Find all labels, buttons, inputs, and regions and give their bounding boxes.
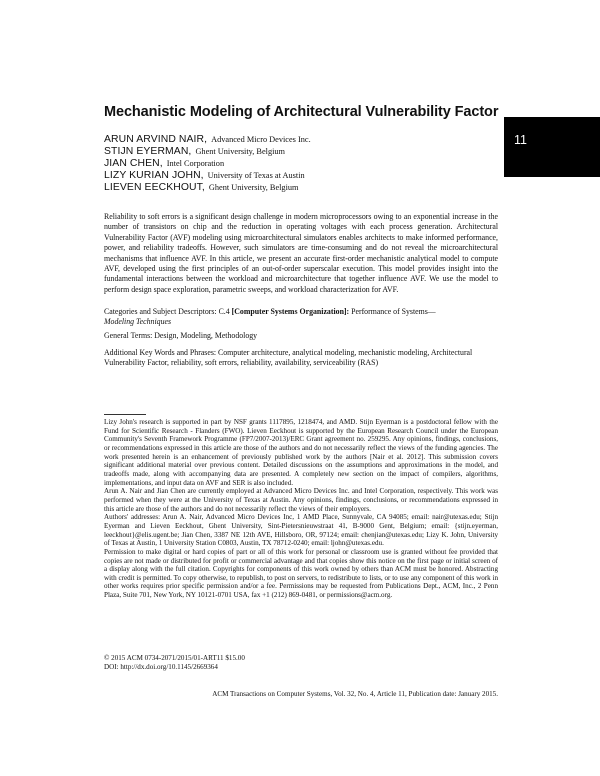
permission-notice: Permission to make digital or hard copies of part or all of this work for personal or classroom use is granted without fee provided that copies are not made or distributed for profit or commercial advantage and that copies show this notice on the first page or initial screen of a display along with the full citation. Copyrights for components of this work owned by others than ACM must be honored. Abstracting with credit is permitted. To copy otherwise, to republish, to post on servers, to redistribute to lists, or to use any component of this work in other works requires prior specific permission and/or a fee. Permissions may be requested from Publications Dept., ACM, Inc., 2 Penn Plaza, Suite 701, New York, NY 10121-0701 USA, fax +1 (212) 869-0481, or permissions@acm.org. [104,547,498,600]
author-affiliation: Intel Corporation [166,159,225,168]
author-line [104,144,484,156]
footnote-divider [104,414,146,415]
author-name: ARUN ARVIND NAIR, [104,134,208,145]
author-line [104,168,484,180]
page-footer: ACM Transactions on Computer Systems, Vol. 32, No. 4, Article 11, Publication date: January 2015. [212,690,498,698]
general-terms: General Terms: Design, Modeling, Methodology [104,331,258,340]
article-number: 11 [514,133,527,147]
ccs-concepts [104,307,498,328]
author-line [104,156,484,168]
ccs-subject: Performance of Systems— [349,307,436,316]
author-name: LIEVEN EECKHOUT, [104,182,205,193]
doi-link[interactable]: DOI: http://dx.doi.org/10.1145/2669364 [104,662,218,671]
ccs-prefix: Categories and Subject Descriptors: C.4 [104,307,232,316]
article-number-tab [504,117,600,177]
author-list [104,132,484,192]
ccs-category: [Computer Systems Organization]: [231,307,350,316]
author-name: STIJN EYERMAN, [104,146,192,157]
author-name: LIZY KURIAN JOHN, [104,170,204,181]
abstract: Reliability to soft errors is a significant design challenge in modern microprocessors owing to an exponential increase in the number of transistors on chip and the reduction in operating voltages with each process generation. Architectural Vulnerability Factor (AVF) modeling using microarchitectural simulators enables architects to make informed performance, power, and reliability tradeoffs. However, such simulators are time-consuming and do not reveal the microarchitectural mechanisms that influence AVF. In this article, we present an accurate first-order mechanistic analytical model to compute AVF, developed using the first principles of an out-of-order superscalar execution. This model provides insight into the fundamental interactions between the workload and microarchitecture that together influence AVF. We use the model to perform design space exploration, parametric sweeps, and workload characterization for AVF. [104,212,498,294]
author-name: JIAN CHEN, [104,158,163,169]
author-affiliation: University of Texas at Austin [207,171,305,180]
copyright-block [104,654,245,671]
footnotes [104,418,498,600]
employment-note: Arun A. Nair and Jian Chen are currently employed at Advanced Micro Devices Inc. and Intel Corporation, respectively. This work was performed when they were at the University of Texas at Austin. Any opinions, findings, conclusions, or recommendations expressed in this article are those of the authors and do not necessarily reflect the views of their employers. [104,487,498,513]
keywords: Additional Key Words and Phrases: Computer architecture, analytical modeling, mechanistic modeling, Architectural Vulnerability Factor, reliability, soft errors, reliability, availability, serviceability (RAS) [104,348,473,368]
authors-addresses: Authors' addresses: Arun A. Nair, Advanced Micro Devices Inc, 1 AMD Place, Sunnyvale, CA 94085; email: nair@utexas.edu; Stijn Eyerman and Lieven Eeckhout, Ghent University, Sint-Pietersnieuwstraat 41, B-9000 Gent, Belgium; email: {stijn.eyerman, leeckhout}@elis.ugent.be; Jian Chen, 3387 NE 12th AVE, Hillsboro, OR, 97124; email: chenjian@utexas.edu; Lizy K. John, University of Texas at Austin, 1 University Station C0803, Austin, TX 78712-0240; email: ljohn@utexas.edu. [104,513,498,548]
ccs-technique: Modeling Techniques [104,317,172,327]
author-affiliation: Advanced Micro Devices Inc. [211,135,311,144]
copyright-line: © 2015 ACM 0734-2071/2015/01-ART11 $15.00 [104,654,245,662]
author-affiliation: Ghent University, Belgium [208,183,299,192]
funding-note: Lizy John's research is supported in part by NSF grants 1117895, 1218474, and AMD. Stijn Eyerman is a postdoctoral fellow with the Fund for Scientific Research - Flanders (FWO). Lieven Eeckhout is supported by the European Research Council under the European Community's Seventh Framework Programme (FP7/2007-2013)/ERC Grant agreement no. 259295. Any opinions, findings, conclusions, or recommendations expressed in this article are those of the authors and do not necessarily reflect the views of the funding agencies. The work presented herein is an enhancement of previously published work by the authors [Nair et al. 2012]. This submission covers significant additional material over previous content. Detailed discussions on the assumptions and approximations in the model, and tradeoffs made, along with accompanying data are presented. A completely new section on the impact of compilers, algorithms, implementations, and input data on AVF and SER is also included. [104,418,498,487]
author-affiliation: Ghent University, Belgium [195,147,286,156]
author-line [104,132,484,144]
author-line [104,180,484,192]
paper-title: Mechanistic Modeling of Architectural Vulnerability Factor [104,104,499,120]
